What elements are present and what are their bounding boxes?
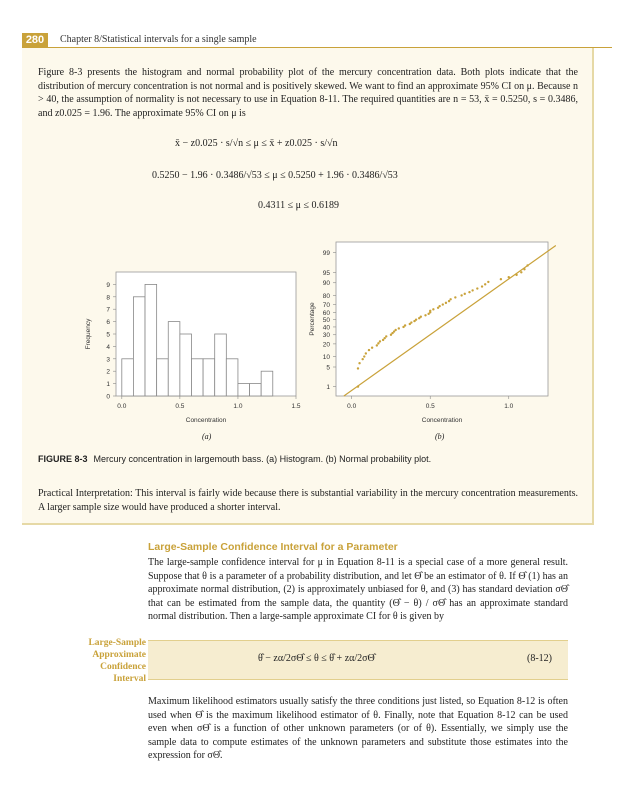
hist-y-tick-label: 6 xyxy=(106,319,110,327)
hist-y-tick-label: 2 xyxy=(106,368,110,376)
prob-point xyxy=(464,293,466,295)
hist-bar xyxy=(238,384,250,396)
prob-point xyxy=(471,289,473,291)
margin-label: Large-Sample Approximate Confidence Interval xyxy=(88,638,146,684)
prob-point xyxy=(438,305,440,307)
prob-point xyxy=(448,300,450,302)
hist-y-tick-label: 3 xyxy=(106,356,110,364)
prob-point xyxy=(358,362,360,364)
prob-x-tick-label: 0.5 xyxy=(425,403,435,410)
prob-point xyxy=(508,276,510,278)
prob-point xyxy=(371,346,373,348)
prob-point xyxy=(357,385,359,387)
prob-point xyxy=(404,324,406,326)
ci-substitution: 0.5250 − 1.96 · 0.3486/√53 ≤ μ ≤ 0.5250 + 1.96 · 0.3486/√53 xyxy=(152,170,398,181)
prob-point xyxy=(449,298,451,300)
prob-plot-frame xyxy=(336,242,548,396)
figure-caption xyxy=(38,454,578,464)
hist-x-tick-label: 0.5 xyxy=(175,403,185,410)
hist-x-axis-label: Concentration xyxy=(185,417,227,424)
prob-y-tick-label: 90 xyxy=(322,280,330,288)
prob-point xyxy=(365,352,367,354)
hist-bar xyxy=(261,371,273,396)
prob-point xyxy=(410,321,412,323)
hist-y-tick-label: 5 xyxy=(106,331,110,339)
prob-point xyxy=(398,327,400,329)
prob-point xyxy=(442,303,444,305)
hist-bar xyxy=(180,334,192,396)
prob-point xyxy=(481,285,483,287)
equation-box xyxy=(148,640,568,680)
prob-y-tick-label: 99 xyxy=(322,250,330,258)
prob-y-tick-label: 95 xyxy=(322,269,330,277)
prob-point xyxy=(424,314,426,316)
section-heading: Large-Sample Confidence Interval for a Parameter xyxy=(148,541,398,553)
prob-point xyxy=(484,283,486,285)
hist-x-tick-label: 1.5 xyxy=(291,403,301,410)
hist-bar xyxy=(215,334,227,396)
prob-point xyxy=(385,335,387,337)
prob-y-axis-label: Percentage xyxy=(309,302,316,336)
prob-point xyxy=(420,316,422,318)
prob-point xyxy=(415,318,417,320)
prob-y-tick-label: 60 xyxy=(322,309,330,317)
panel-a-label: (a) xyxy=(202,432,212,441)
prob-y-tick-label: 80 xyxy=(322,292,330,300)
probability-plot xyxy=(304,236,556,446)
hist-bar xyxy=(168,322,180,396)
prob-point xyxy=(379,340,381,342)
prob-point xyxy=(460,294,462,296)
prob-point xyxy=(445,302,447,304)
prob-point xyxy=(476,287,478,289)
prob-point xyxy=(468,291,470,293)
hist-y-tick-label: 9 xyxy=(106,281,110,289)
prob-point xyxy=(432,308,434,310)
prob-y-tick-label: 10 xyxy=(322,354,330,362)
prob-point xyxy=(357,367,359,369)
prob-point xyxy=(523,268,525,270)
prob-point xyxy=(454,296,456,298)
example-intro: Figure 8-3 presents the histogram and normal probability plot of the mercury concentration data. Both plots indicate that the distribution of mercury concentration is not normal and is positively skewed. We want to find an approximate 95% CI on μ. Because n > 40, the assumption of normality is not necessary to use in Equation 8-11. The required quantities are n = 53, x̄ = 0.5250, s = 0.3486, and z0.025 = 1.96. The approximate 95% CI on μ is xyxy=(38,67,578,119)
hist-y-tick-label: 7 xyxy=(106,306,110,314)
hist-bar xyxy=(157,359,169,396)
prob-x-tick-label: 0.0 xyxy=(347,403,357,410)
figure-caption-text: Mercury concentration in largemouth bass. (a) Histogram. (b) Normal probability plot. xyxy=(93,454,432,464)
prob-x-axis-label: Concentration xyxy=(421,417,463,424)
histogram-chart xyxy=(80,266,306,446)
practical-interpretation: Practical Interpretation: This interval is fairly wide because there is substantial variability in the mercury concentration measurements. A larger sample size would have produced a shorter interval. xyxy=(38,488,578,513)
prob-point xyxy=(520,271,522,273)
equation-8-12: θ̂ − zα/2σΘ̂ ≤ θ ≤ θ̂ + zα/2σΘ̂ xyxy=(258,653,375,664)
figure-label: FIGURE 8-3 xyxy=(38,454,88,464)
prob-point xyxy=(394,329,396,331)
prob-y-tick-label: 1 xyxy=(326,384,330,392)
hist-bar xyxy=(122,359,134,396)
prob-point xyxy=(368,349,370,351)
equation-number: (8-12) xyxy=(527,653,552,664)
chapter-title: Chapter 8/Statistical intervals for a single sample xyxy=(60,34,257,45)
hist-y-axis-label: Frequency xyxy=(85,318,92,350)
prob-y-tick-label: 20 xyxy=(322,341,330,349)
prob-point xyxy=(376,344,378,346)
prob-y-tick-label: 50 xyxy=(322,317,330,325)
prob-point xyxy=(429,310,431,312)
prob-point xyxy=(487,281,489,283)
prob-point xyxy=(526,264,528,266)
hist-x-tick-label: 1.0 xyxy=(233,403,243,410)
prob-point xyxy=(377,342,379,344)
ci-formula: x̄ − z0.025 · s/√n ≤ μ ≤ x̄ + z0.025 · s/√n xyxy=(175,138,338,149)
hist-y-tick-label: 1 xyxy=(106,381,110,389)
prob-y-tick-label: 70 xyxy=(322,302,330,310)
hist-y-tick-label: 4 xyxy=(106,343,110,351)
section-body: The large-sample confidence interval for μ in Equation 8-11 is a special case of a more general result. Suppose that θ is a parameter of a probability distribution, and let Θ̂ be an estimator of θ. If Θ̂ (1) has an approximate normal distribution, (2) is approximately unbiased for θ, and (3) has standard deviation σΘ̂ that can be estimated from the sample data, the quantity (Θ̂ − θ) / σΘ̂ has an approximate standard normal distribution. Then a large-sample approximate CI for θ is given by xyxy=(148,557,568,623)
hist-bar xyxy=(133,297,145,396)
prob-point xyxy=(361,358,363,360)
prob-point xyxy=(515,274,517,276)
ci-result: 0.4311 ≤ μ ≤ 0.6189 xyxy=(258,200,339,211)
hist-bar xyxy=(250,384,262,396)
hist-y-tick-label: 0 xyxy=(106,393,110,401)
hist-y-tick-label: 8 xyxy=(106,294,110,302)
closing-paragraph: Maximum likelihood estimators usually satisfy the three conditions just listed, so Equation 8-12 is often used when Θ̂ is the maximum likelihood estimator of θ. Finally, note that Equation 8-12 can be used even when σΘ̂ is a function of other unknown parameters (or of θ). Essentially, we simply use the sample data to compute estimates of the unknown parameters and substitute those estimates into the expression for σΘ̂. xyxy=(148,696,568,762)
page-number: 280 xyxy=(22,33,48,47)
hist-bar xyxy=(203,359,215,396)
panel-b-label: (b) xyxy=(435,432,445,441)
hist-bar xyxy=(226,359,238,396)
prob-y-tick-label: 40 xyxy=(322,324,330,332)
prob-x-tick-label: 1.0 xyxy=(504,403,514,410)
hist-x-tick-label: 0.0 xyxy=(117,403,127,410)
prob-point xyxy=(382,339,384,341)
prob-y-tick-label: 30 xyxy=(322,332,330,340)
prob-y-tick-label: 5 xyxy=(326,364,330,372)
prob-point xyxy=(363,355,365,357)
hist-bar xyxy=(191,359,203,396)
hist-bar xyxy=(145,284,157,396)
prob-point xyxy=(500,278,502,280)
